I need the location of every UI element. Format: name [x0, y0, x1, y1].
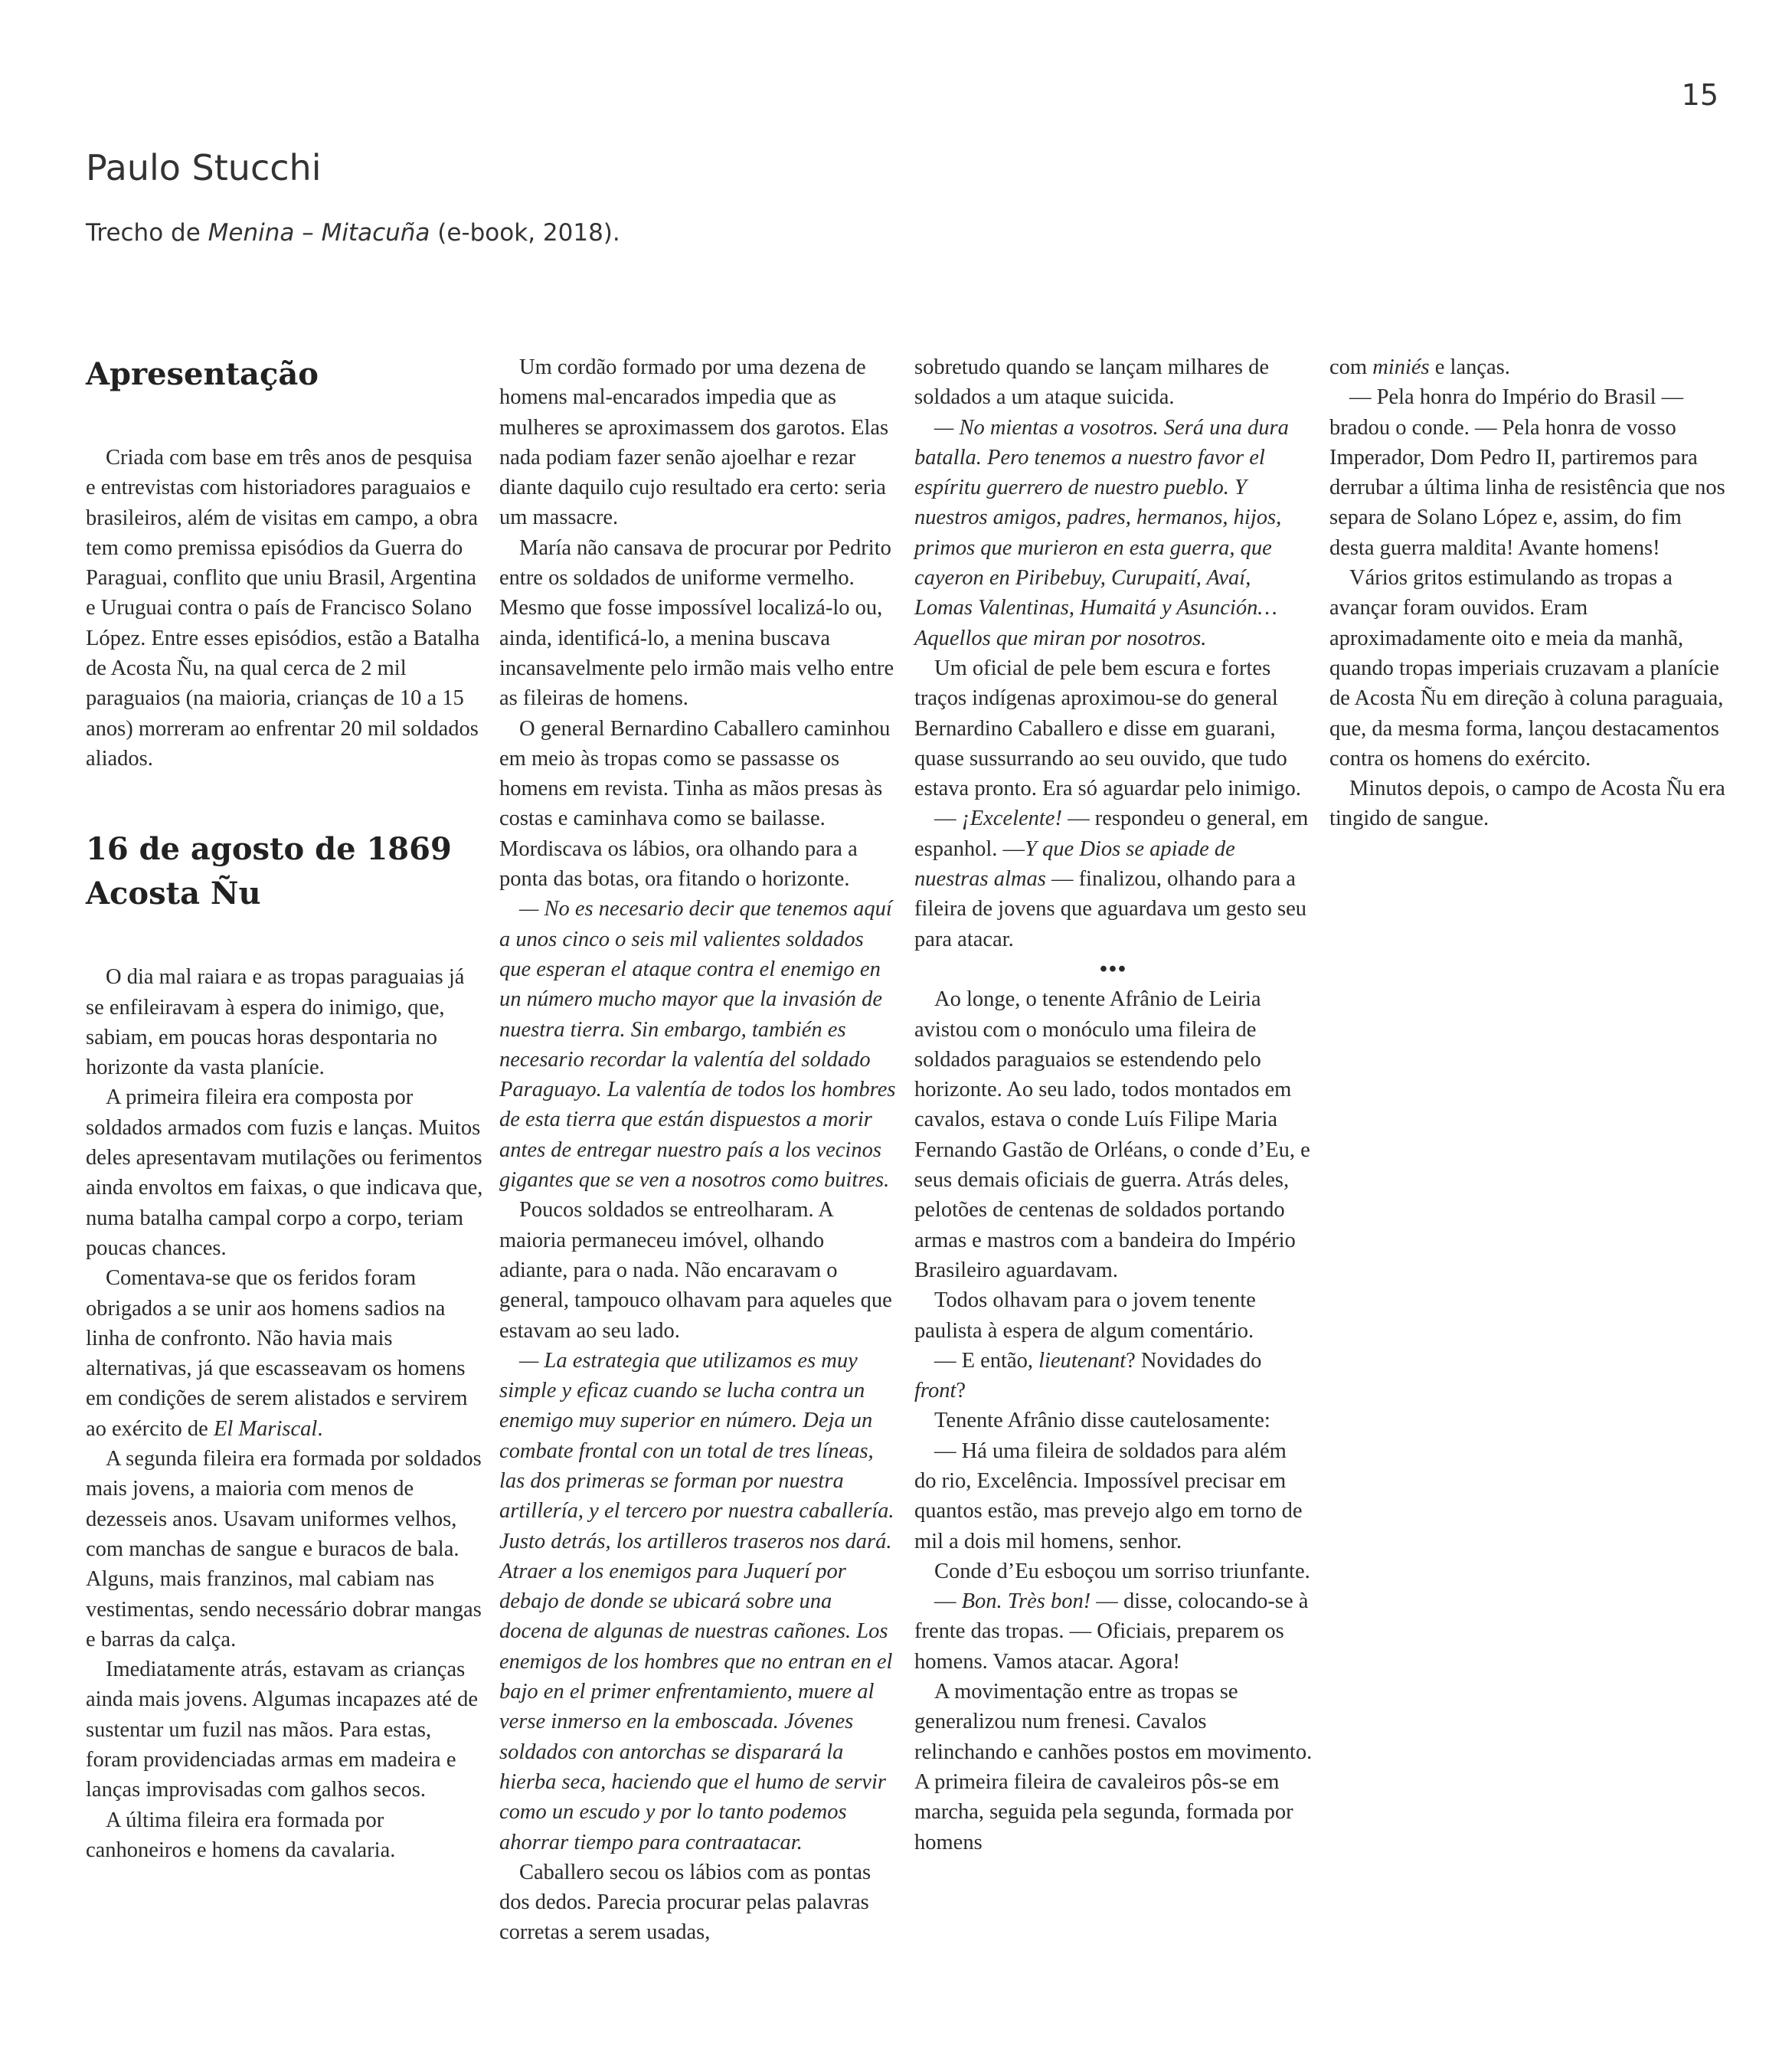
spanish-speech: — La estrategia que utilizamos es muy simple y eficaz cuando se lucha contra un enemigo muy superior en número. Deja un combate frontal con un total de tres líneas, las dos primeras se forman por nuestra artillería, y el tercero por nuestra caballería. Justo detrás, los artilleros traseros nos dará. Atraer a los enemigos para Juquerí por debajo de donde se ubicará sobre una docena de algunas de nuestras cañones. Los enemigos de los hombres que no entran en el bajo en el primer enfrentamiento, muere al verse inmerso en la emboscada. Jóvenes soldados con antorchas se disparará la hierba seca, haciendo que el humo de servir como un escudo y por lo tanto podemos ahorrar tiempo para contraatacar.	[499, 1348, 894, 1854]
section-title-apresentacao: Apresentação	[86, 356, 319, 392]
italic-run: ¡Excelente!	[961, 807, 1062, 831]
italic-run: Bon. Très bon!	[961, 1589, 1091, 1614]
paragraph	[86, 1263, 484, 1444]
paragraph-continued	[1329, 352, 1728, 382]
text-run: — E então,	[934, 1348, 1039, 1373]
paragraph: — Há uma fileira de soldados para além do rio, Excelência. Impossível precisar em quantos estão, mas prevejo algo em torno de mil a dois mil homens, senhor.	[914, 1439, 1303, 1553]
paragraph: O general Bernardino Caballero caminhou em meio às tropas como se passasse os homens em revista. Tinha as mãos presas às costas e caminhava como se bailasse. Mordiscava os lábios, ora olhando para a ponta das botas, ora fitando o horizonte.	[499, 716, 891, 892]
intro-paragraph: Criada com base em três anos de pesquisa e entrevistas com historiadores paraguaios e brasileiros, além de visitas em campo, a obra tem como premissa episódios da Guerra do Paraguai, conflito que uniu Brasil, Argentina e Uruguai contra o país de Francisco Solano López. Entre esses episódios, estão a Batalha de Acosta Ñu, na qual cerca de 2 mil paraguaios (na maioria, crianças de 10 a 15 anos) morreram ao enfrentar 20 mil soldados aliados.	[86, 446, 480, 771]
column-4	[1329, 352, 1728, 834]
text-run: — finalizou, olhando para a fileira de jovens que aguardava um gesto seu para atacar.	[914, 867, 1307, 951]
column-2	[499, 352, 898, 1948]
date-title-line2: Acosta Ñu	[86, 876, 261, 912]
text-run: — disse, colocando-se à frente das tropas. — Oficiais, preparem os homens. Vamos atacar. Agora!	[914, 1589, 1309, 1674]
author-name: Paulo Stucchi	[86, 147, 322, 188]
paragraph: Imediatamente atrás, estavam as crianças ainda mais jovens. Algumas incapazes até de sustentar um fuzil nas mãos. Para estas, foram providenciadas armas em madeira e lanças improvisadas com galhos secos.	[86, 1658, 479, 1802]
italic-run: lieutenant	[1038, 1348, 1127, 1373]
paragraph: Conde d’Eu esboçou um sorriso triunfante.	[934, 1559, 1310, 1583]
text-run: —	[934, 1589, 962, 1614]
column-1	[86, 352, 484, 1865]
paragraph: O dia mal raiara e as tropas paraguaias já se enfileiravam à espera do inimigo, que, sabiam, em poucas horas despontaria no horizonte da vasta planície.	[86, 965, 465, 1080]
paragraph: Um oficial de pele bem escura e fortes traços indígenas aproximou-se do general Bernardino Caballero e disse em guarani, quase sussurrando ao seu ouvido, que tudo estava pronto. Era só aguardar pelo inimigo.	[914, 656, 1301, 801]
paragraph: María não cansava de procurar por Pedrito entre os soldados de uniforme vermelho. Mesmo que fosse impossível localizá-lo ou, ainda, identificá-lo, a menina buscava incansavelmente pelo irmão mais velho entre as fileiras de homens.	[499, 535, 894, 711]
scene-separator: •••	[1100, 957, 1127, 981]
source-title: Menina – Mitacuña	[208, 219, 430, 247]
paragraph: Poucos soldados se entreolharam. A maioria permaneceu imóvel, olhando adiante, para o nada. Não encaravam o general, tampouco olhavam para aqueles que estavam ao seu lado.	[499, 1198, 892, 1343]
paragraph: — Pela honra do Império do Brasil — bradou o conde. — Pela honra de vosso Imperador, Dom Pedro II, partiremos para derrubar a última linha de resistência que nos separa de Solano López e, assim, do fim desta guerra maldita! Avante homens!	[1329, 385, 1725, 560]
paragraph: A primeira fileira era composta por soldados armados com fuzis e lanças. Muitos deles apresentavam mutilações ou ferimentos ainda envoltos em faixas, o que indicava que, numa batalha campal corpo a corpo, teriam poucas chances.	[86, 1085, 483, 1260]
paragraph: Ao longe, o tenente Afrânio de Leiria avistou com o monóculo uma fileira de soldados paraguaios se estendendo pelo horizonte. Ao seu lado, todos montados em cavalos, estava o conde Luís Filipe Maria Fernando Gastão de Orléans, o conde d’Eu, e seus demais oficiais de guerra. Atrás deles, pelotões de centenas de soldados portando armas e mastros com a bandeira do Império Brasileiro aguardavam.	[914, 987, 1310, 1282]
italic-run: front	[914, 1379, 956, 1403]
paragraph: Vários gritos estimulando as tropas a avançar foram ouvidos. Eram aproximadamente oito e meia da manhã, quando tropas imperiais cruzavam a planície de Acosta Ñu em direção à coluna paraguaia, que, da mesma forma, lançou destacamentos contra os homens do exército.	[1329, 566, 1724, 771]
page-number: 15	[1681, 78, 1718, 112]
paragraph: Minutos depois, o campo de Acosta Ñu era tingido de sangue.	[1329, 777, 1725, 831]
text-run: Comentava-se que os feridos foram obrigados a se unir aos homens sadios na linha de confronto. Não havia mais alternativas, já que escasseavam os homens em condições de serem alistados e servirem ao exército de	[86, 1266, 468, 1441]
text-run: .	[317, 1416, 323, 1441]
italic-run: El Mariscal	[213, 1416, 318, 1441]
spanish-speech: — No es necesario decir que tenemos aquí a unos cinco o seis mil valientes soldados que esperan el ataque contra el enemigo en un número mucho mayor que la invasión de nuestra tierra. Sin embargo, también es necesario recordar la valentía del soldado Paraguayo. La valentía de todos los hombres de esta tierra que están dispuestos a morir antes de entregar nuestro país a los vecinos gigantes que se ven a nosotros como buitres.	[499, 897, 896, 1193]
paragraph: Um cordão formado por uma dezena de homens mal-encarados impedia que as mulheres se aproximassem dos garotos. Elas nada podiam fazer senão ajoelhar e rezar diante daquilo cujo resultado era certo: seria um massacre.	[499, 355, 889, 530]
paragraph: Caballero secou os lábios com as pontas dos dedos. Parecia procurar pelas palavras corretas a serem usadas,	[499, 1860, 871, 1945]
date-title-line1: 16 de agosto de 1869	[86, 831, 452, 868]
text-run: e lanças.	[1429, 355, 1510, 379]
text-run: —	[934, 807, 962, 831]
source-suffix: (e-book, 2018).	[430, 219, 620, 247]
spanish-speech: — No mientas a vosotros. Será una dura batalla. Pero tenemos a nuestro favor el espíritu guerrero de nuestro pueblo. Y nuestros amigos, padres, hermanos, hijos, primos que murieron en esta guerra, que cayeron en Piribebuy, Curupaití, Avaí, Lomas Valentinas, Humaitá y Asunción… Aquellos que miran por nosotros.	[914, 415, 1289, 650]
text-run: — respondeu o general, em espanhol. —	[914, 807, 1309, 861]
source-line	[86, 219, 620, 247]
text-run: ? Novidades do	[1126, 1348, 1262, 1373]
italic-run: miniés	[1372, 355, 1430, 379]
paragraph-continued: sobretudo quando se lançam milhares de soldados a um ataque suicida.	[914, 355, 1269, 410]
text-run: ?	[956, 1379, 966, 1403]
paragraph	[914, 1346, 1313, 1406]
text-run: com	[1329, 355, 1373, 379]
source-prefix: Trecho de	[86, 219, 208, 247]
section-title-date	[86, 827, 484, 916]
paragraph: Todos olhavam para o jovem tenente paulista à espera de algum comentário.	[914, 1288, 1256, 1343]
paragraph	[914, 1586, 1313, 1677]
column-3	[914, 352, 1313, 1858]
paragraph: A segunda fileira era formada por soldados mais jovens, a maioria com menos de dezesseis anos. Usavam uniformes velhos, com manchas de sangue e buracos de bala. Alguns, mais franzinos, mal cabiam nas vestimentas, sendo necessário dobrar mangas e barras da calça.	[86, 1447, 482, 1651]
italic-run: Y que Dios se apiade de nuestras almas	[914, 836, 1235, 892]
paragraph: A movimentação entre as tropas se generalizou num frenesi. Cavalos relinchando e canhões postos em movimento. A primeira fileira de cavaleiros pôs-se em marcha, seguida pela segunda, formada por homens	[914, 1680, 1313, 1854]
paragraph	[914, 804, 1313, 954]
paragraph: Tenente Afrânio disse cautelosamente:	[934, 1409, 1270, 1433]
paragraph: A última fileira era formada por canhoneiros e homens da cavalaria.	[86, 1808, 396, 1862]
